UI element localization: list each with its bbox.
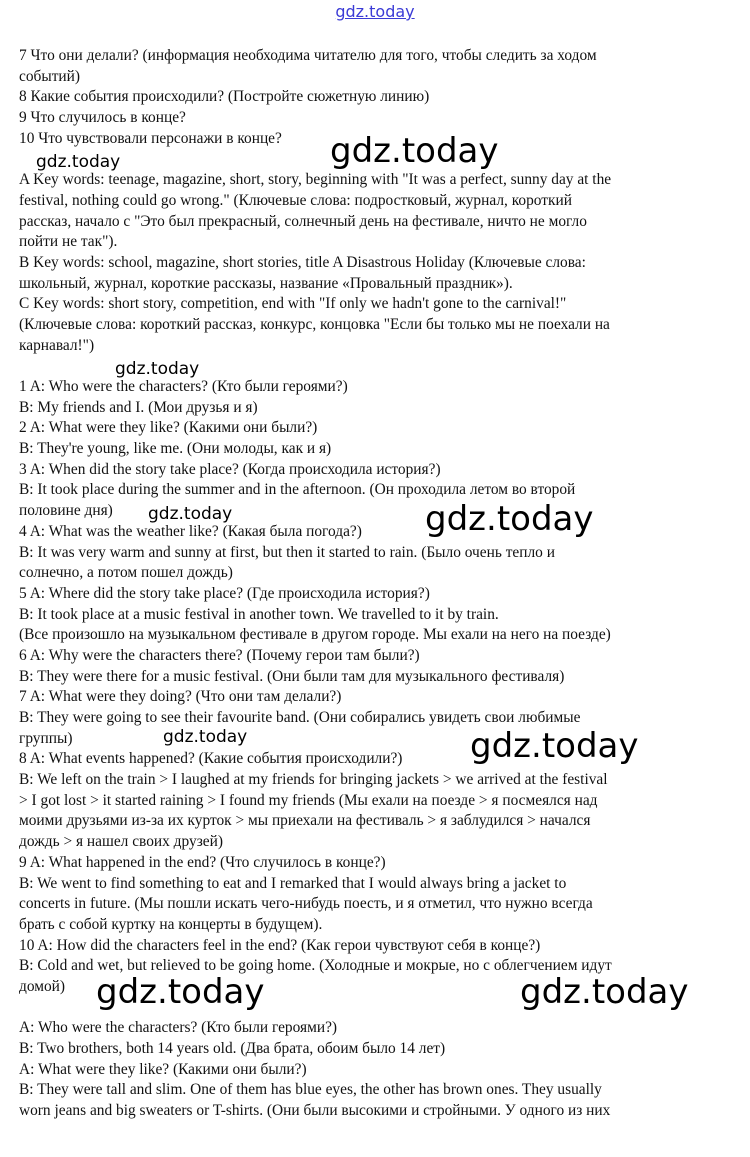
text-line: B: It was very warm and sunny at first, but then it started to rain. (Было очень тепло и <box>19 543 555 561</box>
text-line: A Key words: teenage, magazine, short, story, beginning with "It was a perfect, sunny day at the <box>19 171 612 189</box>
site-header-link[interactable]: gdz.today <box>335 2 415 21</box>
text-line: B: It took place at a music festival in another town. We travelled to it by train. <box>19 605 499 623</box>
text-line: половине дня) <box>19 502 113 520</box>
text-line: событий) <box>19 67 81 85</box>
text-line: школьный, журнал, короткие рассказы, название «Провальный праздник»). <box>19 274 513 292</box>
watermark-large: gdz.today <box>470 726 639 766</box>
text-line: дождь > я нашел своих друзей) <box>19 833 223 851</box>
watermark-large: gdz.today <box>96 972 265 1012</box>
text-line: карнавал!") <box>19 336 95 354</box>
text-line: B: Two brothers, both 14 years old. (Два брата, обоим было 14 лет) <box>19 1040 446 1057</box>
watermark-large: gdz.today <box>520 972 689 1012</box>
text-line: C Key words: short story, competition, end with "If only we hadn't gone to the carnival!" <box>19 295 567 313</box>
text-line: группы) <box>19 729 73 747</box>
text-line: B Key words: school, magazine, short stories, title A Disastrous Holiday (Ключевые слова: <box>19 253 586 271</box>
text-line: B: They're young, like me. (Они молоды, как и я) <box>19 440 332 458</box>
text-line: B: They were going to see their favourite band. (Они собирались увидеть свои любимые <box>19 709 581 726</box>
text-line: 10 Что чувствовали персонажи в конце? <box>19 129 282 147</box>
watermark-small: gdz.today <box>36 152 121 172</box>
text-line: 9 Что случилось в конце? <box>19 109 186 127</box>
text-line: festival, nothing could go wrong." (Ключевые слова: подростковый, журнал, короткий <box>19 191 572 209</box>
text-line: пойти не так"). <box>19 233 118 251</box>
text-line: A: What were they like? (Какими они были?) <box>19 1060 307 1078</box>
text-line: concerts in future. (Мы пошли искать чего-нибудь поесть, и я отметил, что нужно всегда <box>19 895 593 913</box>
text-line: 3 A: When did the story take place? (Когда происходила история?) <box>19 460 441 478</box>
document-body <box>19 46 734 1122</box>
text-line: B: It took place during the summer and in the afternoon. (Он проходила летом во второй <box>19 481 576 499</box>
text-line: 4 A: What was the weather like? (Какая была погода?) <box>19 522 362 540</box>
text-line: B: We left on the train > I laughed at my friends for bringing jackets > we arrived at the festival <box>19 771 608 789</box>
text-line: 9 A: What happened in the end? (Что случилось в конце?) <box>19 853 386 871</box>
text-line: (Все произошло на музыкальном фестивале в другом городе. Мы ехали на него на поезде) <box>19 626 611 644</box>
text-line: 7 Что они делали? (информация необходима читателю для того, чтобы следить за ходом <box>19 47 597 64</box>
text-line: 5 A: Where did the story take place? (Где происходила история?) <box>19 584 430 602</box>
watermark-small: gdz.today <box>148 504 233 524</box>
watermark-small: gdz.today <box>115 359 200 379</box>
text-line: A: Who were the characters? (Кто были героями?) <box>19 1019 338 1037</box>
text-line: 10 A: How did the characters feel in the end? (Как герои чувствуют себя в конце?) <box>19 936 541 954</box>
watermark-small: gdz.today <box>163 727 248 747</box>
text-line: B: We went to find something to eat and I remarked that I would always bring a jacket to <box>19 874 567 892</box>
text-line: 7 A: What were they doing? (Что они там делали?) <box>19 688 342 706</box>
text-line: моими друзьями из-за их курток > мы приехали на фестиваль > я заблудился > начался <box>19 812 591 830</box>
text-line: (Ключевые слова: короткий рассказ, конкурс, концовка "Если бы только мы не поехали на <box>19 315 610 333</box>
text-line: 1 A: Who were the characters? (Кто были героями?) <box>19 378 348 395</box>
watermark-large: gdz.today <box>330 131 499 171</box>
text-line: 8 A: What events happened? (Какие события происходили?) <box>19 750 403 768</box>
text-line: > I got lost > it started raining > I found my friends (Мы ехали на поезде > я посмеялся над <box>19 791 598 809</box>
text-line: worn jeans and big sweaters or T-shirts. (Они были высокими и стройными. У одного из них <box>19 1102 611 1120</box>
text-line: B: My friends and I. (Мои друзья и я) <box>19 398 258 416</box>
text-line: 8 Какие события происходили? (Постройте сюжетную линию) <box>19 88 430 106</box>
text-line: 2 A: What were they like? (Какими они были?) <box>19 419 318 437</box>
text-line: 6 A: Why were the characters there? (Почему герои там были?) <box>19 646 420 664</box>
text-line: B: They were there for a music festival. (Они были там для музыкального фестиваля) <box>19 667 565 685</box>
text-line: B: Cold and wet, but relieved to be going home. (Холодные и мокрые, но с облегчением идут <box>19 957 612 975</box>
text-line: брать с собой куртку на концерты в будущем). <box>19 915 323 933</box>
watermark-large: gdz.today <box>425 499 594 539</box>
text-line: солнечно, а потом пошел дождь) <box>19 564 233 582</box>
text-line: рассказ, начало с "Это был прекрасный, солнечный день на фестивале, ничто не могло <box>19 212 587 230</box>
text-line: домой) <box>19 977 66 995</box>
text-line: B: They were tall and slim. One of them has blue eyes, the other has brown ones. They usually <box>19 1081 602 1099</box>
